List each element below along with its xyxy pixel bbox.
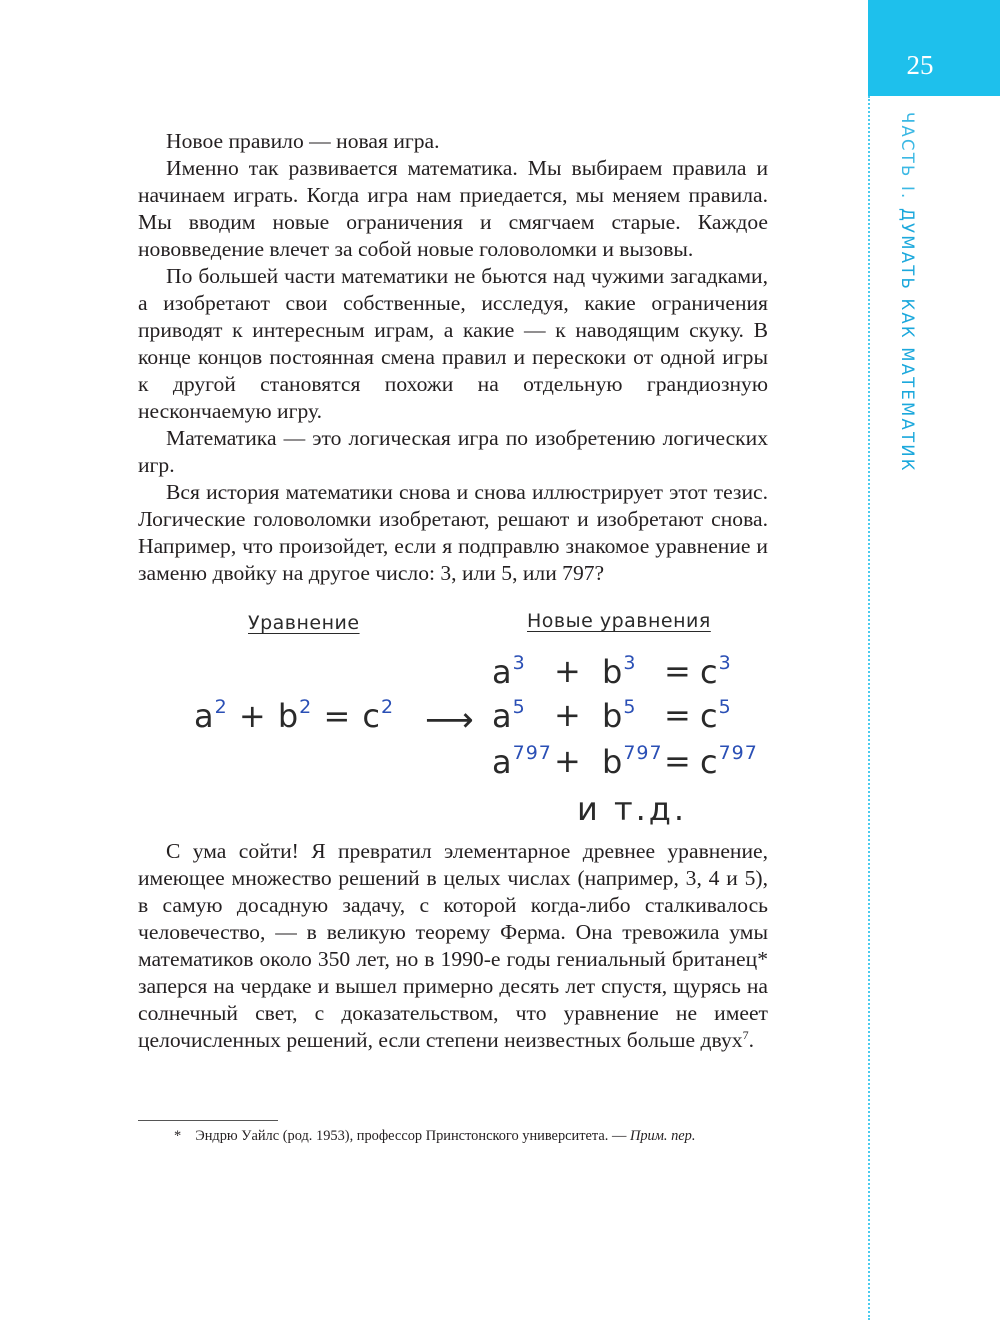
equals-sign: = [664, 742, 692, 780]
term-c [700, 652, 732, 691]
term-b [602, 742, 663, 781]
body-text-top [138, 128, 768, 587]
var-a: a [492, 653, 513, 691]
var-b: b [277, 697, 300, 735]
sidebar-divider [868, 96, 870, 1320]
exponent: 2 [299, 696, 313, 718]
term-c [700, 742, 758, 781]
equals-sign: = [664, 652, 692, 690]
page-number-tab [868, 0, 1000, 96]
plus-sign: + [238, 697, 267, 735]
new-equation-row [492, 652, 752, 691]
paragraph-4: Математика — это логическая игра по изобретению логических игр. [138, 426, 768, 477]
plus-sign: + [554, 742, 582, 780]
original-equation [194, 696, 394, 735]
var-c: c [700, 743, 719, 781]
term-b [602, 696, 636, 735]
exponent: 2 [214, 696, 228, 718]
term-c [700, 696, 732, 735]
paragraph-5: Вся история математики снова и снова иллюстрирует этот тезис. Логические головоломки изобретают, решают и изобретают снова. Например, что произойдет, если я подправлю знакомое уравнение и заменю двойку на другое число: 3, или 5, или 797? [138, 480, 768, 585]
paragraph-6: С ума сойти! Я превратил элементарное древнее уравнение, имеющее множество решений в целых числах (например, 3, 4 и 5), в самую досадную задачу, с которой когда-либо сталкивалось человечество, — в великую теорему Ферма. Она тревожила умы математиков около 350 лет, но в 1990-е годы гениальный британец* заперся на чердаке и вышел примерно десять лет спустя, щурясь на солнечный свет, с доказательством, что уравнение не имеет целочисленных решений, если степени неизвестных больше двух$^7$. [138, 839, 768, 1052]
exponent: 2 [381, 696, 395, 718]
equals-sign: = [323, 697, 352, 735]
paragraph-2: Именно так развивается математика. Мы выбираем правила и начинаем играть. Когда игра нам приедается, мы меняем правила. Мы вводим новые ограничения и смягчаем старые. Каждое нововведение влечет за собой новые головоломки и вызовы. [138, 156, 768, 261]
running-head-part: ЧАСТЬ I. [898, 112, 917, 201]
var-b: b [602, 743, 624, 781]
exponent: 5 [512, 696, 526, 718]
running-head [898, 112, 917, 473]
body-text-bottom [138, 838, 768, 1054]
equals-sign: = [664, 696, 692, 734]
etc-label: и т.д. [577, 790, 688, 828]
left-label: Уравнение [248, 612, 360, 634]
exponent: 3 [512, 652, 526, 674]
var-b: b [602, 697, 624, 735]
endnote-ref: 7 [742, 1028, 749, 1042]
plus-sign: + [554, 696, 582, 734]
var-a: a [492, 743, 513, 781]
var-c: c [700, 653, 719, 691]
var-a: a [492, 697, 513, 735]
right-label: Новые уравнения [527, 610, 711, 632]
paragraph-1: Новое правило — новая игра. [166, 129, 440, 153]
var-c: c [362, 697, 382, 735]
footnote-text: Эндрю Уайлс (род. 1953), профессор Принстонского университета. — [195, 1128, 630, 1144]
new-equation-row [492, 742, 758, 781]
equation-illustration [0, 600, 868, 830]
running-head-title: ДУМАТЬ КАК МАТЕМАТИК [898, 207, 917, 473]
term-b [602, 652, 636, 691]
footnote [174, 1128, 695, 1145]
exponent: 797 [623, 742, 663, 764]
exponent: 3 [623, 652, 637, 674]
var-a: a [194, 697, 215, 735]
paragraph-3: По большей части математики не бьются над чужими загадками, а изобретают свои собственные, исследуя, какие ограничения приводят к интересным играм, а какие — к наводящим скуку. В конце концов постоянная смена правил и перескоки от одной игры к другой становятся похожи на отдельную грандиозную нескончаемую игру. [138, 264, 768, 423]
arrow-icon: ⟶ [425, 700, 474, 740]
exponent: 797 [718, 742, 758, 764]
var-c: c [700, 697, 719, 735]
var-b: b [602, 653, 624, 691]
plus-sign: + [554, 652, 582, 690]
new-equation-row [492, 696, 752, 735]
paragraph-6-text: С ума сойти! Я превратил элементарное древнее уравнение, имеющее множество решений в целых числах (например, 3, 4 и 5), в самую досадную задачу, с которой когда-либо сталкивалось человечество, — в великую теорему Ферма. Она тревожила умы математиков около 350 лет, но в 1990-е годы гениальный британец* заперся на чердаке и вышел примерно десять лет спустя, щурясь на солнечный свет, с доказательством, что уравнение не имеет целочисленных решений, если степени неизвестных больше двух [138, 839, 768, 1052]
exponent: 5 [623, 696, 637, 718]
exponent: 5 [718, 696, 732, 718]
exponent: 3 [718, 652, 732, 674]
page-number: 25 [906, 50, 934, 80]
footnote-mark: * [174, 1128, 182, 1144]
footnote-rule [138, 1120, 278, 1121]
exponent: 797 [512, 742, 552, 764]
footnote-note: Прим. пер. [629, 1128, 696, 1144]
